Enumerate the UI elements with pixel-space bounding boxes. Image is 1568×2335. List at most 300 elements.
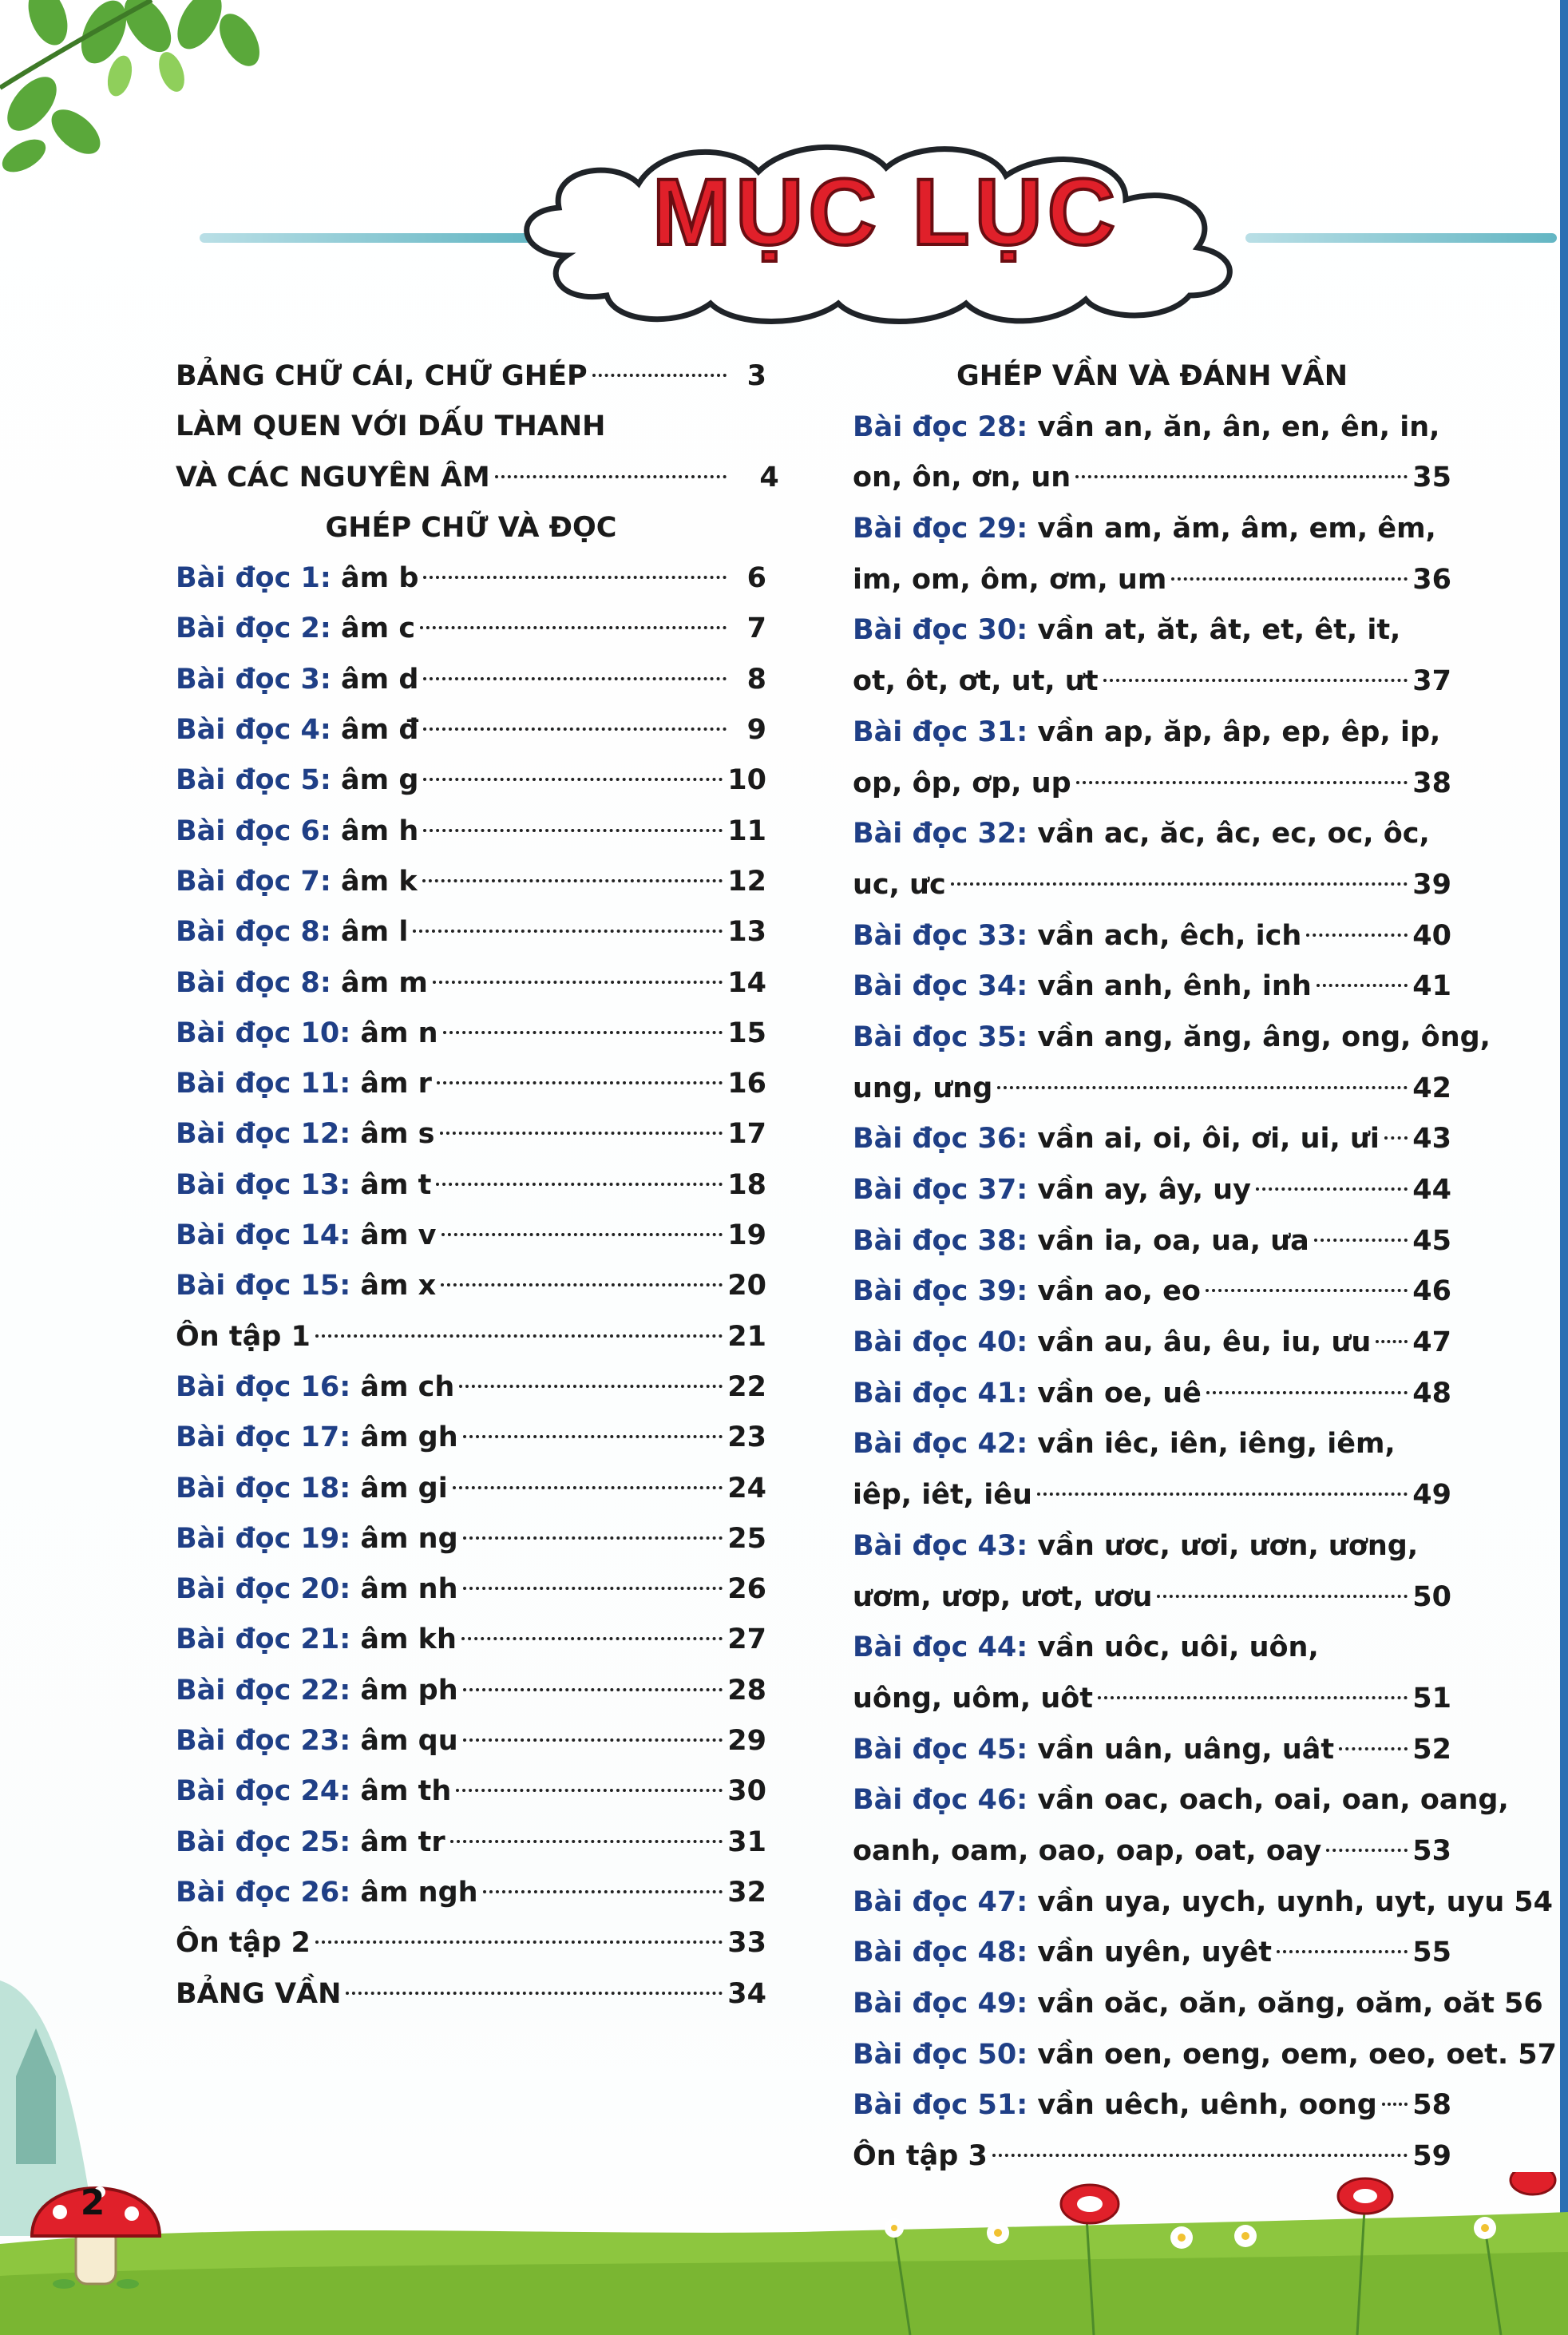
toc-entry-page: 10 (727, 764, 766, 797)
toc-entry[interactable] (176, 655, 766, 705)
toc-entry[interactable] (853, 1216, 1451, 1267)
toc-entry[interactable] (853, 1826, 1451, 1877)
toc-entry-page: 56 (1504, 1988, 1543, 2020)
toc-entry[interactable] (853, 1267, 1451, 1318)
toc-entry[interactable] (176, 705, 766, 755)
toc-entry[interactable] (176, 604, 766, 654)
toc-entry-page: 16 (727, 1068, 766, 1100)
leader-dots (422, 879, 723, 882)
lesson-topic: vần anh, ênh, inh (1028, 970, 1312, 1003)
toc-entry-page: 57 (1518, 2038, 1557, 2071)
lesson-name: Bài đọc 36: (853, 1123, 1028, 1156)
toc-entry-label (176, 1160, 431, 1211)
flowers-decoration (862, 2172, 1568, 2335)
lesson-name: Bài đọc 42: (853, 1428, 1028, 1461)
lesson-name: Bài đọc 20: (176, 1573, 351, 1606)
toc-entry[interactable] (176, 1818, 766, 1868)
leader-dots (1376, 1340, 1408, 1343)
leader-dots (461, 1637, 723, 1640)
lesson-name: Bài đọc 41: (853, 1377, 1028, 1409)
lesson-topic: âm tr (350, 1826, 445, 1858)
leader-dots (463, 1435, 723, 1438)
lesson-topic: vần ươc, ươi, ươn, ương, (1028, 1529, 1419, 1562)
toc-entry[interactable] (176, 1464, 766, 1514)
toc-entry-label (176, 655, 418, 705)
lesson-name: Bài đọc 1: (176, 562, 331, 595)
leader-dots (997, 1086, 1408, 1089)
leader-dots (1157, 1595, 1408, 1598)
lesson-name: Bài đọc 3: (176, 663, 331, 696)
toc-entry[interactable] (853, 1725, 1451, 1776)
lesson-name: Bài đọc 5: (176, 764, 331, 797)
lesson-name: Bài đọc 35: (853, 1021, 1028, 1053)
lesson-topic: vần ay, ây, uy (1028, 1174, 1251, 1206)
toc-entry[interactable] (853, 809, 1451, 860)
toc-entry-page: 20 (727, 1270, 766, 1302)
toc-entry[interactable] (176, 1312, 766, 1362)
leader-dots (1384, 1136, 1408, 1140)
toc-entry-page: 35 (1412, 462, 1451, 494)
leader-dots (1206, 1289, 1408, 1292)
leader-dots (441, 1283, 723, 1286)
toc-entry-label (176, 857, 418, 907)
leader-dots (463, 1587, 723, 1590)
leader-dots (315, 1941, 723, 1944)
toc-entry[interactable] (853, 708, 1451, 759)
leader-dots (495, 475, 727, 478)
toc-entry[interactable] (853, 1114, 1451, 1165)
toc-entry[interactable] (853, 555, 1451, 606)
toc-entry-label (853, 1216, 1309, 1267)
lesson-name: Bài đọc 49: (853, 1988, 1028, 2020)
lesson-name: Bài đọc 2: (176, 612, 331, 645)
toc-entry-page: 25 (727, 1522, 766, 1555)
toc-entry[interactable] (853, 1775, 1509, 1826)
lesson-topic: vần oăc, oăn, oăng, oăm, oăt (1028, 1988, 1495, 2020)
lesson-topic: vần oac, oach, oai, oan, oang, (1028, 1784, 1509, 1817)
title-cloud (495, 136, 1277, 327)
lesson-topic: Ôn tập 2 (176, 1927, 311, 1960)
toc-entry[interactable] (853, 860, 1451, 911)
toc-entry[interactable] (176, 1868, 766, 1918)
toc-left-column (176, 351, 779, 2020)
toc-entry-label: LÀM QUEN VỚI DẤU THANH (176, 410, 606, 443)
leader-dots (592, 374, 727, 377)
lesson-name: Bài đọc 11: (176, 1068, 351, 1100)
toc-entry[interactable] (176, 1413, 766, 1463)
leader-dots (1326, 1849, 1408, 1852)
toc-entry[interactable] (853, 961, 1451, 1013)
toc-entry[interactable] (176, 857, 766, 907)
lesson-topic: âm k (331, 865, 418, 898)
mushroom-icon (24, 2156, 168, 2292)
leader-dots (1317, 984, 1408, 987)
toc-entry-label (176, 1766, 451, 1817)
toc-entry[interactable] (176, 807, 766, 857)
lesson-name: Bài đọc 29: (853, 513, 1028, 545)
lesson-name: Bài đọc 12: (176, 1118, 351, 1151)
toc-entry-label (853, 1165, 1251, 1216)
leader-dots (951, 882, 1408, 886)
toc-entry[interactable] (853, 1064, 1451, 1115)
toc-entry-label (853, 1674, 1093, 1725)
toc-entry[interactable] (176, 907, 766, 957)
toc-entry[interactable] (853, 1928, 1451, 1979)
leader-dots (436, 1183, 723, 1186)
toc-entry[interactable] (853, 759, 1451, 810)
lesson-name: Bài đọc 25: (176, 1826, 351, 1858)
lesson-topic: BẢNG VẦN (176, 1977, 342, 2010)
lesson-name: Bài đọc 31: (853, 716, 1028, 748)
lesson-name: Bài đọc 33: (853, 919, 1028, 952)
toc-entry[interactable] (176, 1362, 766, 1413)
toc-entry-label (176, 1818, 445, 1868)
toc-entry-label (176, 1413, 458, 1463)
toc-entry-label (853, 1419, 1396, 1470)
toc-entry-label (853, 961, 1312, 1013)
lesson-name: Bài đọc 47: (853, 1885, 1028, 1918)
toc-entry-label (176, 1514, 458, 1564)
toc-entry-label (853, 1979, 1495, 2030)
toc-entry-page: 31 (727, 1826, 766, 1858)
toc-entry-page: 34 (727, 1977, 766, 2010)
toc-entry[interactable] (176, 755, 766, 806)
leader-dots (1306, 934, 1408, 937)
toc-entry[interactable] (853, 1369, 1451, 1420)
lesson-name: Bài đọc 13: (176, 1168, 351, 1201)
toc-entry-label (176, 1211, 437, 1261)
leader-dots (463, 1688, 723, 1691)
lesson-topic: oanh, oam, oao, oap, oat, oay (853, 1834, 1322, 1867)
lesson-topic: âm qu (350, 1725, 458, 1758)
lesson-topic: âm v (350, 1219, 437, 1252)
lesson-topic: vần ai, oi, ôi, ơi, ui, ưi (1028, 1123, 1380, 1156)
leader-dots (423, 778, 723, 781)
lesson-topic: âm ph (350, 1674, 458, 1707)
lesson-name: Bài đọc 17: (176, 1421, 351, 1454)
toc-entry-page: 51 (1412, 1682, 1451, 1715)
toc-entry-label (176, 1868, 478, 1918)
lesson-topic: âm l (331, 916, 409, 949)
lesson-name: Bài đọc 44: (853, 1631, 1028, 1664)
toc-entry-label (853, 1775, 1509, 1826)
toc-right-column (853, 351, 1557, 2182)
toc-entry-label (853, 1267, 1201, 1318)
toc-entry-page: 38 (1412, 767, 1451, 799)
toc-entry[interactable] (853, 1165, 1451, 1216)
lesson-name: Bài đọc 10: (176, 1017, 351, 1049)
toc-entry[interactable] (853, 1470, 1451, 1521)
toc-entry-label (176, 1109, 435, 1160)
toc-entry-label (176, 1312, 311, 1362)
leader-dots (443, 1031, 723, 1034)
lesson-topic: im, om, ôm, ơm, um (853, 563, 1167, 596)
toc-entry-page: 46 (1412, 1275, 1451, 1308)
lesson-name: Bài đọc 30: (853, 614, 1028, 647)
lesson-name: Bài đọc 21: (176, 1623, 351, 1656)
toc-entry-label (853, 402, 1439, 454)
toc-entry-label (853, 708, 1440, 759)
toc-entry[interactable] (176, 1969, 766, 2020)
toc-entry-page: 40 (1412, 919, 1451, 952)
toc-entry[interactable] (853, 2030, 1557, 2081)
toc-entry[interactable] (853, 1623, 1451, 1674)
lesson-name: Bài đọc 38: (853, 1224, 1028, 1257)
toc-entry[interactable] (176, 1716, 766, 1766)
leader-dots (441, 1233, 723, 1236)
lesson-name: Bài đọc 8: (176, 966, 331, 999)
lesson-name: Bài đọc 48: (853, 1937, 1028, 1969)
toc-entry[interactable] (853, 1979, 1543, 2030)
lesson-topic: âm t (350, 1168, 432, 1201)
lesson-name: Bài đọc 6: (176, 815, 331, 847)
leader-dots (463, 1536, 723, 1540)
toc-entry-label (176, 604, 415, 654)
toc-entry-label (853, 911, 1301, 962)
lesson-name: Bài đọc 32: (853, 818, 1028, 850)
toc-entry-page: 23 (727, 1421, 766, 1454)
lesson-topic: vần at, ăt, ât, et, êt, it, (1028, 614, 1401, 647)
toc-entry[interactable] (853, 1013, 1491, 1064)
toc-entry[interactable] (853, 1572, 1451, 1623)
toc-entry[interactable] (176, 1615, 766, 1665)
lesson-topic: ung, ưng (853, 1072, 993, 1104)
toc-entry-label (853, 1318, 1371, 1369)
leader-dots (413, 930, 723, 933)
lesson-name: Bài đọc 15: (176, 1270, 351, 1302)
toc-entry-label (853, 1826, 1321, 1877)
toc-entry-label (176, 1666, 458, 1716)
toc-entry-label (176, 1615, 457, 1665)
leader-dots (1171, 577, 1408, 581)
leader-dots (1314, 1239, 1408, 1242)
lesson-topic: âm d (331, 663, 419, 696)
leader-dots (1277, 1950, 1408, 1953)
toc-entry-page: 27 (727, 1623, 766, 1656)
toc-entry-label (853, 860, 946, 911)
toc-entry-page: 3 (746, 360, 766, 392)
toc-entry-page: 7 (746, 612, 766, 645)
lesson-name: Bài đọc 4: (176, 714, 331, 747)
lesson-topic: iêp, iêt, iêu (853, 1479, 1032, 1512)
lesson-topic: on, ôn, ơn, un (853, 462, 1071, 494)
toc-entry-page: 8 (746, 663, 766, 696)
toc-entry[interactable] (176, 402, 766, 452)
lesson-name: Bài đọc 43: (853, 1529, 1028, 1562)
toc-entry-page: 41 (1412, 970, 1451, 1003)
lesson-name: Bài đọc 26: (176, 1876, 351, 1909)
lesson-name: Bài đọc 14: (176, 1219, 351, 1252)
toc-entry-label (853, 1470, 1032, 1521)
toc-entry[interactable] (853, 605, 1451, 656)
toc-entry[interactable] (176, 351, 766, 402)
lesson-topic: vần iêc, iên, iêng, iêm, (1028, 1428, 1396, 1461)
lesson-topic: op, ôp, ơp, up (853, 767, 1071, 799)
lesson-topic: vần uôc, uôi, uôn, (1028, 1631, 1319, 1664)
lesson-topic: ươm, ươp, ươt, ươu (853, 1580, 1153, 1613)
lesson-topic: âm ngh (350, 1876, 478, 1909)
toc-entry-label (853, 1114, 1380, 1165)
toc-entry[interactable] (853, 1877, 1554, 1929)
lesson-topic: âm n (350, 1017, 438, 1049)
lesson-topic: vần uya, uych, uynh, uyt, uyu (1028, 1885, 1505, 1918)
toc-entry-page: 9 (746, 714, 766, 747)
lesson-topic: vần ia, oa, ua, ưa (1028, 1224, 1309, 1257)
leader-dots (459, 1385, 723, 1388)
leader-dots (1256, 1187, 1408, 1191)
toc-entry-page: 18 (727, 1168, 766, 1201)
toc-entry-page: 11 (727, 815, 766, 847)
leader-dots (450, 1840, 723, 1843)
leader-dots (1382, 2103, 1408, 2106)
toc-entry-page: 26 (727, 1573, 766, 1606)
toc-entry[interactable] (176, 1766, 766, 1817)
toc-entry[interactable] (176, 1261, 766, 1311)
toc-entry-label (176, 1918, 311, 1968)
toc-entry[interactable] (176, 1564, 766, 1615)
toc-entry[interactable] (853, 1521, 1451, 1572)
lesson-topic: vần ao, eo (1028, 1275, 1201, 1308)
toc-entry[interactable] (176, 1109, 766, 1160)
lesson-topic: vần an, ăn, ân, en, ên, in, (1028, 410, 1440, 443)
toc-entry[interactable] (853, 453, 1451, 504)
toc-entry[interactable] (176, 553, 766, 604)
leader-dots (453, 1486, 723, 1489)
toc-entry-page: 29 (727, 1725, 766, 1758)
toc-entry-page: 42 (1412, 1072, 1451, 1104)
leader-dots (483, 1890, 723, 1893)
leader-dots (423, 677, 727, 680)
leader-dots (423, 829, 723, 832)
toc-entry[interactable] (176, 1009, 766, 1059)
toc-entry-page: 50 (1412, 1580, 1451, 1613)
lesson-name: Bài đọc 28: (853, 410, 1028, 443)
toc-entry-label (853, 809, 1430, 860)
toc-entry-label (176, 807, 418, 857)
toc-entry-page: 39 (1412, 868, 1451, 901)
toc-entry-page: 32 (727, 1876, 766, 1909)
toc-entry-label (853, 1877, 1504, 1929)
toc-entry-label (853, 1725, 1334, 1776)
lesson-topic: âm gi (350, 1472, 448, 1504)
toc-entry[interactable] (176, 1211, 766, 1261)
lesson-name: Bài đọc 37: (853, 1174, 1028, 1206)
lesson-name: Bài đọc 8: (176, 916, 331, 949)
toc-entry-label (853, 2030, 1508, 2081)
toc-entry-page: 33 (727, 1927, 766, 1960)
toc-entry-page: 13 (727, 916, 766, 949)
lesson-topic: Ôn tập 1 (176, 1320, 311, 1353)
toc-entry-page: 37 (1412, 665, 1451, 698)
toc-entry-label (853, 555, 1166, 606)
toc-entry-page: 36 (1412, 563, 1451, 596)
toc-entry[interactable] (853, 402, 1451, 454)
lesson-name: Bài đọc 40: (853, 1326, 1028, 1359)
leader-dots (1103, 679, 1408, 682)
toc-entry-label (853, 1928, 1272, 1979)
leader-dots (437, 1081, 723, 1084)
toc-entry-label (853, 1064, 992, 1115)
toc-entry-label (853, 2080, 1377, 2131)
toc-entry-page: 4 (759, 461, 779, 494)
leader-dots (315, 1334, 723, 1338)
page-number: 2 (80, 2182, 105, 2223)
lesson-name: Bài đọc 19: (176, 1522, 351, 1555)
toc-entry-label (853, 656, 1099, 708)
toc-entry-page: 14 (727, 966, 766, 999)
lesson-name: Bài đọc 46: (853, 1784, 1028, 1817)
toc-entry-label (176, 1009, 438, 1059)
toc-entry-label (176, 1059, 432, 1109)
toc-entry-label (176, 705, 418, 755)
lesson-topic: ot, ôt, ơt, ut, ưt (853, 665, 1099, 698)
toc-entry[interactable] (176, 1160, 766, 1211)
lesson-name: Bài đọc 45: (853, 1733, 1028, 1766)
toc-entry-label (853, 504, 1436, 555)
toc-entry-page: 6 (746, 562, 766, 595)
lesson-topic: âm h (331, 815, 419, 847)
toc-entry-label (176, 1261, 436, 1311)
toc-entry[interactable] (853, 504, 1451, 555)
lesson-topic: uông, uôm, uôt (853, 1682, 1094, 1715)
toc-left-entries (176, 553, 766, 2020)
toc-entry[interactable] (176, 958, 766, 1009)
toc-entry[interactable] (176, 1059, 766, 1109)
lesson-topic: Ôn tập 3 (853, 2140, 988, 2173)
toc-entry-page: 52 (1412, 1733, 1451, 1766)
toc-entry-label (853, 1369, 1202, 1420)
leader-dots (433, 981, 723, 984)
leader-dots (1037, 1493, 1408, 1496)
lesson-name: Bài đọc 23: (176, 1725, 351, 1758)
toc-entry[interactable] (853, 656, 1451, 708)
toc-entry-page: 48 (1412, 1377, 1451, 1409)
lesson-topic: âm r (350, 1068, 432, 1100)
lesson-topic: âm s (350, 1118, 435, 1151)
leader-dots (1339, 1747, 1408, 1750)
toc-entry-label (853, 1623, 1319, 1674)
toc-entry-label (176, 1564, 458, 1615)
lesson-topic: vần uyên, uyêt (1028, 1937, 1273, 1969)
toc-entry[interactable] (853, 2080, 1451, 2131)
lesson-name: Bài đọc 16: (176, 1370, 351, 1403)
toc-entry-label (176, 755, 418, 806)
toc-entry-page: 12 (727, 865, 766, 898)
toc-entry[interactable] (176, 1918, 766, 1968)
lesson-topic: vần ac, ăc, âc, ec, oc, ôc, (1028, 818, 1430, 850)
toc-entry-label (853, 453, 1071, 504)
toc-entry[interactable] (176, 1666, 766, 1716)
toc-entry[interactable] (853, 1318, 1451, 1369)
lesson-topic: vần au, âu, êu, iu, ưu (1028, 1326, 1372, 1359)
lesson-topic: uc, ưc (853, 868, 946, 901)
toc-entry[interactable] (176, 453, 779, 503)
toc-entry[interactable] (853, 1419, 1451, 1470)
lesson-topic: âm ng (350, 1522, 458, 1555)
lesson-topic: âm gh (350, 1421, 458, 1454)
title-stripe-right (1245, 233, 1557, 243)
lesson-topic: âm c (331, 612, 416, 645)
toc-entry[interactable] (853, 911, 1451, 962)
toc-entry-label: BẢNG CHỮ CÁI, CHỮ GHÉP (176, 360, 588, 392)
toc-entry[interactable] (853, 1674, 1451, 1725)
lesson-topic: vần ach, êch, ich (1028, 919, 1302, 952)
lesson-name: Bài đọc 18: (176, 1472, 351, 1504)
section-title-ghep-van: GHÉP VẦN VÀ ĐÁNH VẦN (956, 360, 1348, 392)
toc-entry-label (853, 1013, 1491, 1064)
toc-entry-page: 54 (1514, 1885, 1554, 1918)
toc-entry[interactable] (176, 1514, 766, 1564)
